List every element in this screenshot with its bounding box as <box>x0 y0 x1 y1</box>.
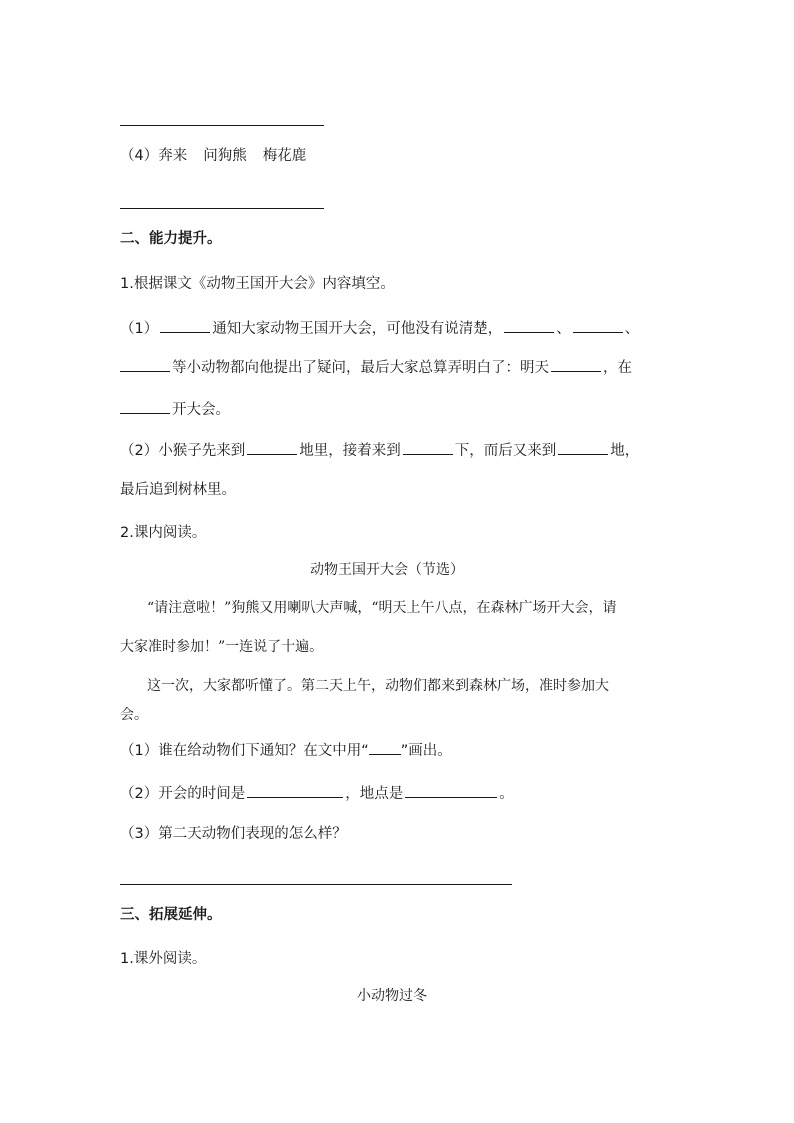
q1-part-2-line-1 <box>120 439 639 461</box>
question-text: 根据课文《动物王国开大会》内容填空。 <box>133 276 395 292</box>
q1-part-1-line-1 <box>120 317 639 339</box>
question-1 <box>120 274 395 294</box>
q2-sub-1 <box>120 740 452 761</box>
item-4 <box>120 146 306 166</box>
part-text: 小猴子先来到 <box>158 443 246 459</box>
part-text: 。 <box>499 786 514 802</box>
part-label: （1） <box>120 743 159 759</box>
separator: 、 <box>624 321 640 337</box>
part-text: ，地点是 <box>345 786 404 802</box>
fill-blank[interactable] <box>504 317 554 333</box>
fill-blank[interactable] <box>558 439 608 455</box>
passage-line: 会。 <box>120 707 148 723</box>
question-2 <box>120 523 206 543</box>
part-text: ，在 <box>603 360 632 376</box>
fill-blank[interactable] <box>247 439 297 455</box>
fill-blank[interactable] <box>160 317 210 333</box>
item-4-word: 问狗熊 <box>203 148 247 164</box>
fill-blank[interactable] <box>120 356 170 372</box>
passage-line: 大家准时参加！”一连说了十遍。 <box>120 639 324 655</box>
part-label: （2） <box>120 786 159 802</box>
separator: 、 <box>556 321 571 337</box>
item-4-word: 梅花鹿 <box>262 148 307 164</box>
question-number: 1. <box>120 951 134 967</box>
question-number: 2. <box>120 525 134 541</box>
fill-blank[interactable] <box>247 782 343 798</box>
fill-blank[interactable] <box>120 398 170 414</box>
answer-line[interactable] <box>120 884 512 885</box>
question-number: 1. <box>120 276 134 292</box>
part-text: 地里，接着来到 <box>299 443 401 459</box>
question-text: 课内阅读。 <box>133 525 207 541</box>
section-3-title: 三、拓展延伸。 <box>120 907 222 923</box>
part-text: 开大会。 <box>172 402 230 418</box>
part-text: 下，而后又来到 <box>454 443 557 459</box>
part-text: 地， <box>610 443 640 459</box>
fill-blank[interactable] <box>403 439 453 455</box>
answer-line <box>120 125 324 126</box>
q2-sub-2 <box>120 782 514 804</box>
q1-part-1-line-2 <box>120 356 632 378</box>
fill-blank[interactable] <box>573 317 623 333</box>
part-label: （2） <box>120 443 159 459</box>
passage-line: “请注意啦！”狗熊又用喇叭大声喊，“明天上午八点，在森林广场开大会，请 <box>147 600 617 616</box>
question-text: 课外阅读。 <box>133 951 207 967</box>
part-text: 开会的时间是 <box>158 786 246 802</box>
part-text: ”画出。 <box>400 743 452 759</box>
fill-blank[interactable] <box>405 782 497 798</box>
underline-mark-sample <box>369 740 401 755</box>
q1-part-2-line-2: 最后追到树林里。 <box>120 482 236 498</box>
passage-line: 这一次，大家都听懂了。第二天上午，动物们都来到森林广场，准时参加大 <box>147 678 609 694</box>
q2-sub-3 <box>120 824 347 844</box>
part-text: 谁在给动物们下通知？在文中用“ <box>158 743 369 759</box>
part-text: 第二天动物们表现的怎么样？ <box>158 826 347 842</box>
question-3 <box>120 949 206 969</box>
answer-line <box>120 208 324 209</box>
fill-blank[interactable] <box>551 356 601 372</box>
item-4-label: （4） <box>120 148 159 164</box>
part-label: （1） <box>120 321 159 337</box>
q1-part-1-line-3 <box>120 398 230 420</box>
passage-title: 小动物过冬 <box>357 988 427 1004</box>
part-text: 等小动物都向他提出了疑问，最后大家总算弄明白了：明天 <box>172 360 549 376</box>
item-4-word: 奔来 <box>158 148 188 164</box>
part-label: （3） <box>120 826 159 842</box>
passage-title: 动物王国开大会（节选） <box>310 562 464 578</box>
section-2-title: 二、能力提升。 <box>120 231 222 247</box>
part-text: 通知大家动物王国开大会，可他没有说清楚， <box>212 321 503 337</box>
